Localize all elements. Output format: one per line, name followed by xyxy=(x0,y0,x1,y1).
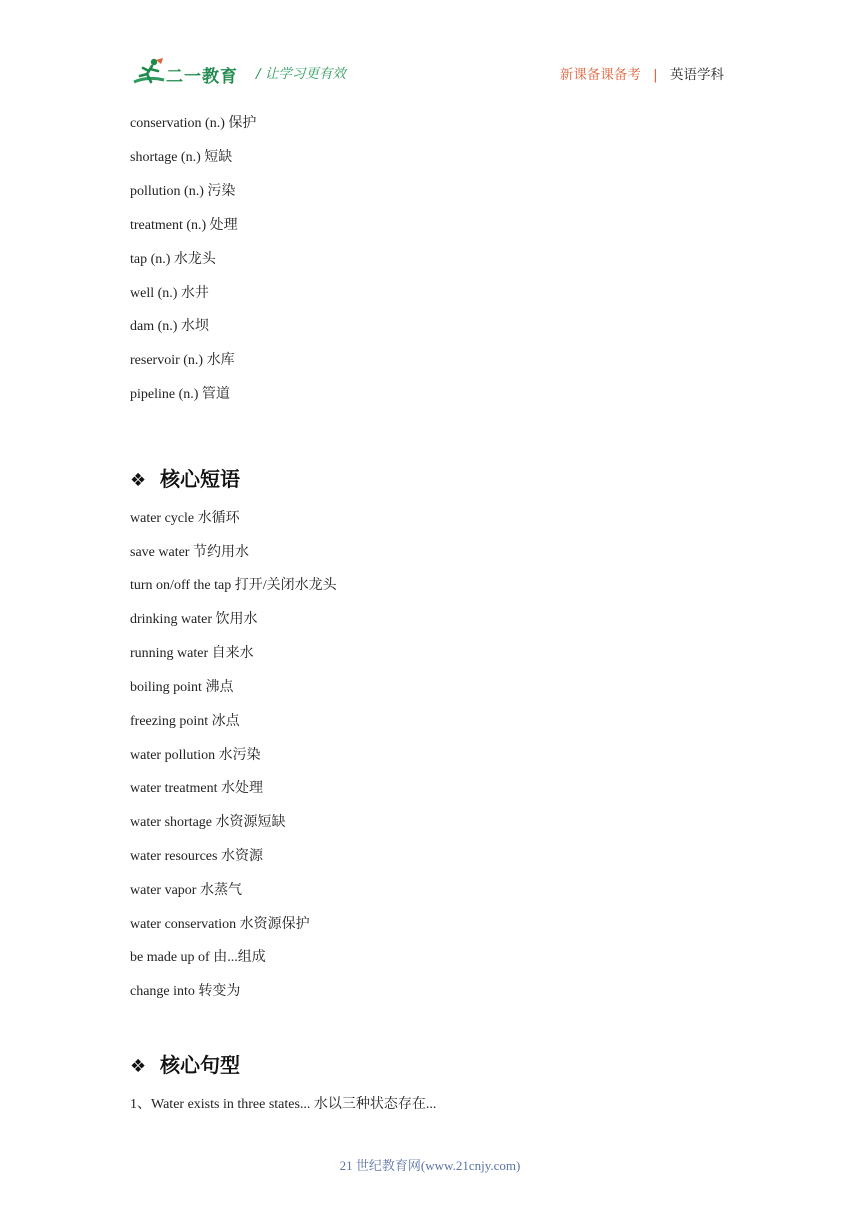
sentence-item: 1、Water exists in three states... 水以三种状态存在... xyxy=(130,1097,437,1112)
vocab-item: conservation (n.) 保护 xyxy=(130,116,257,131)
phrase-item: water resources 水资源 xyxy=(130,849,263,864)
phrase-item: water pollution 水污染 xyxy=(130,748,261,763)
vocab-item: pipeline (n.) 管道 xyxy=(130,387,230,402)
page-footer: 21 世纪教育网(www.21cnjy.com) xyxy=(339,1158,521,1173)
vocab-item: reservoir (n.) 水库 xyxy=(130,353,235,368)
diamond-bullet-icon: ❖ xyxy=(130,470,147,491)
phrase-item: water shortage 水资源短缺 xyxy=(130,815,286,830)
header-separator: | xyxy=(653,67,658,83)
logo-text: 二一教育 xyxy=(166,67,238,87)
phrase-item: freezing point 冰点 xyxy=(130,714,240,729)
phrase-item: change into 转变为 xyxy=(130,984,241,999)
phrase-item: water conservation 水资源保护 xyxy=(130,917,310,932)
phrase-item: water vapor 水蒸气 xyxy=(130,883,242,898)
sentences-heading-text: 核心句型 xyxy=(160,1053,240,1077)
sentences-heading xyxy=(130,1049,240,1078)
phrase-item: be made up of 由...组成 xyxy=(130,950,266,965)
phrase-item: running water 自来水 xyxy=(130,646,254,661)
vocab-item: well (n.) 水井 xyxy=(130,286,209,301)
vocab-item: tap (n.) 水龙头 xyxy=(130,252,216,267)
page-header xyxy=(130,54,730,94)
phrase-item: save water 节约用水 xyxy=(130,545,249,560)
phrase-item: turn on/off the tap 打开/关闭水龙头 xyxy=(130,578,337,593)
diamond-bullet-icon: ❖ xyxy=(130,1056,147,1077)
vocab-item: shortage (n.) 短缺 xyxy=(130,150,233,165)
vocab-item: dam (n.) 水坝 xyxy=(130,319,209,334)
phrases-heading xyxy=(130,463,240,492)
phrases-heading-text: 核心短语 xyxy=(160,467,240,491)
slogan: / 让学习更有效 xyxy=(256,66,346,82)
phrase-item: boiling point 沸点 xyxy=(130,680,234,695)
course-label: 新课备课备考 xyxy=(559,67,641,83)
header-right xyxy=(560,63,724,83)
vocab-item: treatment (n.) 处理 xyxy=(130,218,238,233)
subject-label: 英语学科 xyxy=(670,67,724,83)
vocab-item: pollution (n.) 污染 xyxy=(130,184,236,199)
phrase-item: drinking water 饮用水 xyxy=(130,612,258,627)
phrase-item: water treatment 水处理 xyxy=(130,781,263,796)
phrase-item: water cycle 水循环 xyxy=(130,511,240,526)
